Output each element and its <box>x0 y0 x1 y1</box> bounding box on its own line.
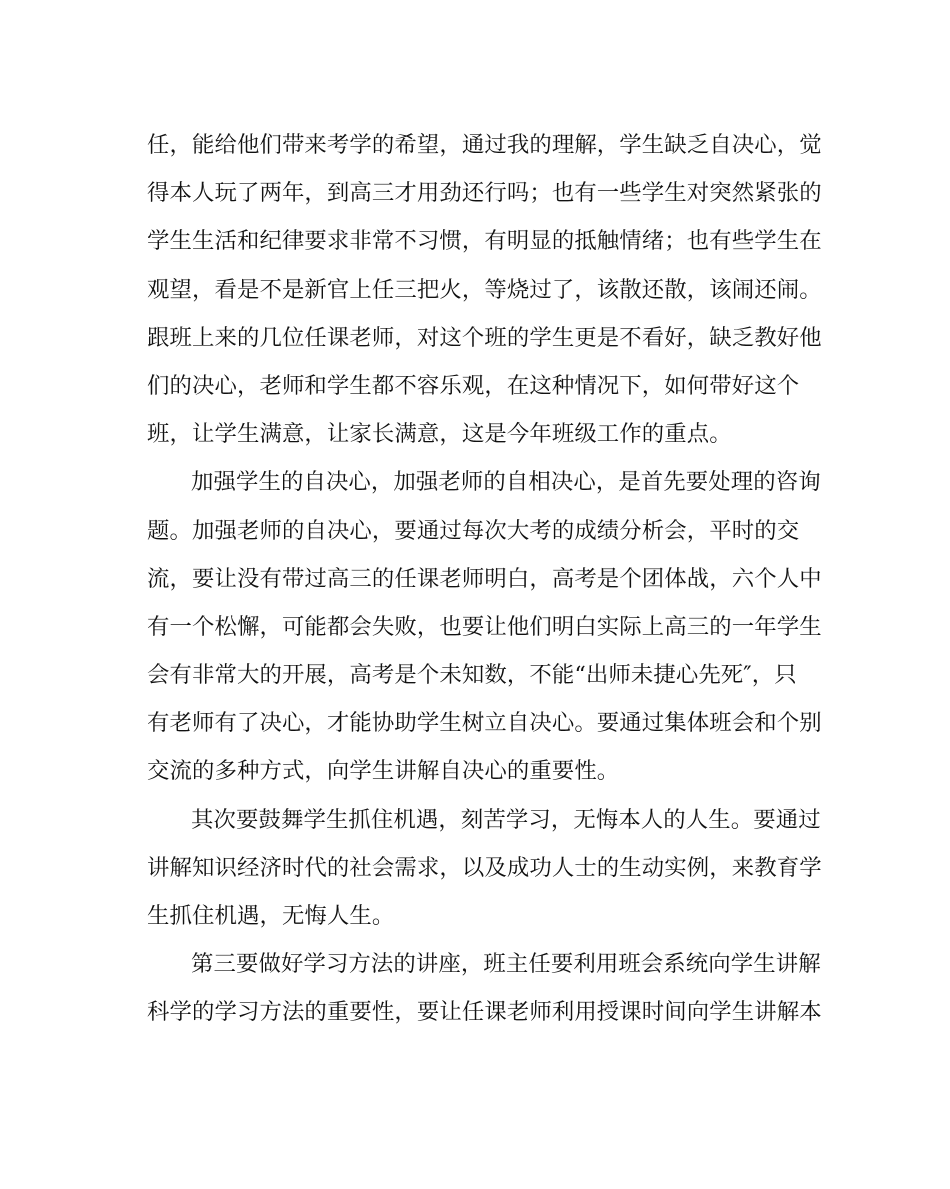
text-line: 生抓住机遇，无悔人生。 <box>147 903 395 929</box>
text-line: 有老师有了决心，才能协助学生树立自决心。要通过集体班会和个别 <box>147 710 822 737</box>
text-line: 会有非常大的开展，高考是个未知数，不能“出师未捷心先死″，只 <box>147 662 797 689</box>
paragraph-3 <box>147 796 822 941</box>
text-line: 其次要鼓舞学生抓住机遇，刻苦学习，无悔本人的人生。要通过 <box>191 806 821 833</box>
text-line: 任，能给他们带来考学的希望，通过我的理解，学生缺乏自决心，觉 <box>147 132 822 158</box>
paragraph-1 <box>147 121 822 458</box>
paragraph-2 <box>147 458 822 795</box>
text-line: 第三要做好学习方法的讲座，班主任要利用班会系统向学生讲解 <box>191 951 821 978</box>
text-line: 加强学生的自决心，加强老师的自相决心，是首先要处理的咨询 <box>191 469 821 496</box>
paragraph-4 <box>147 940 822 1036</box>
text-line: 班，让学生满意，让家长满意，这是今年班级工作的重点。 <box>147 421 732 448</box>
text-line: 跟班上来的几位任课老师，对这个班的学生更是不看好，缺乏教好他 <box>147 324 822 351</box>
document-body <box>147 121 822 1037</box>
text-line: 观望，看是不是新官上任三把火，等烧过了，该散还散，该闹还闹。 <box>147 276 822 303</box>
text-line: 题。加强老师的自决心，要通过每次大考的成绩分析会，平时的交 <box>147 517 800 544</box>
text-line: 有一个松懈，可能都会失败，也要让他们明白实际上高三的一年学生 <box>147 613 822 640</box>
text-line: 们的决心，老师和学生都不容乐观，在这种情况下，如何带好这个 <box>147 372 800 399</box>
text-line: 科学的学习方法的重要性，要让任课老师利用授课时间向学生讲解本 <box>147 999 822 1026</box>
text-line: 学生生活和纪律要求非常不习惯，有明显的抵触情绪；也有些学生在 <box>147 228 822 255</box>
text-line: 交流的多种方式，向学生讲解自决心的重要性。 <box>147 758 620 785</box>
text-line: 得本人玩了两年，到高三才用劲还行吗；也有一些学生对突然紧张的 <box>147 180 822 207</box>
text-line: 流，要让没有带过高三的任课老师明白，高考是个团体战，六个人中 <box>147 565 822 592</box>
text-line: 讲解知识经济时代的社会需求，以及成功人士的生动实例，来教育学 <box>147 854 822 881</box>
